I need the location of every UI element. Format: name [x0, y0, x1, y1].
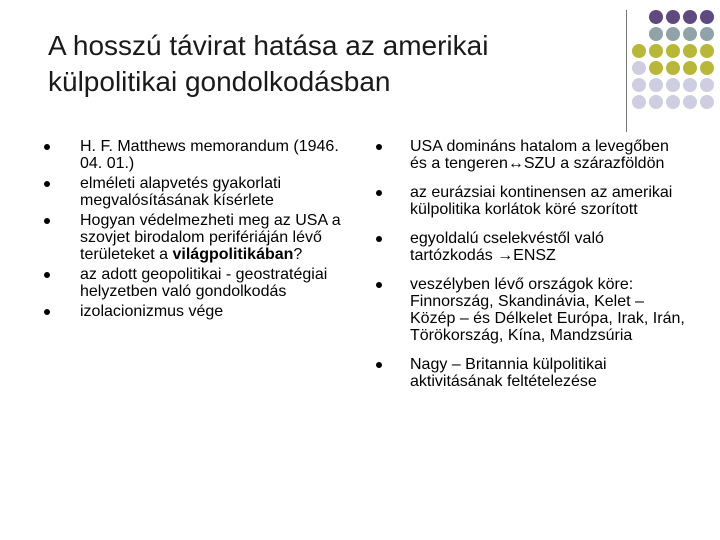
decorative-dot	[683, 61, 697, 75]
bullet-icon	[376, 236, 382, 242]
list-item: izolacionizmus vége	[40, 303, 350, 320]
bullet-icon	[44, 218, 50, 224]
decorative-dot	[683, 78, 697, 92]
decorative-dot	[666, 10, 680, 24]
decorative-dot	[649, 61, 663, 75]
bullet-icon	[44, 272, 50, 278]
decorative-dot	[666, 95, 680, 109]
list-item: USA domináns hatalom a levegőben és a tengeren↔SZU a szárazföldön	[370, 138, 685, 172]
decorative-dot	[700, 61, 714, 75]
bullet-icon	[44, 309, 50, 315]
bullet-icon	[376, 282, 382, 288]
decorative-dot	[700, 44, 714, 58]
page-title	[48, 28, 618, 100]
title-line-2: külpolitikai gondolkodásban	[48, 66, 391, 97]
decorative-dot	[666, 78, 680, 92]
decorative-dot	[632, 44, 646, 58]
decorative-dot	[683, 27, 697, 41]
decorative-dot	[649, 27, 663, 41]
right-bullet-list	[370, 138, 685, 390]
decorative-dot	[700, 10, 714, 24]
decorative-dot	[683, 95, 697, 109]
decorative-dot	[649, 78, 663, 92]
decorative-divider	[626, 10, 627, 132]
list-item: veszélyben lévő országok köre: Finnország, Skandinávia, Kelet – Közép – és Délkelet Európa, Irak, Irán, Törökország, Kína, Mandzsúria	[370, 276, 685, 344]
decorative-dot	[666, 61, 680, 75]
decorative-dot	[649, 44, 663, 58]
bullet-icon	[376, 144, 382, 150]
decorative-dot-grid	[632, 10, 714, 109]
list-item: az eurázsiai kontinensen az amerikai külpolitika korlátok köré szorított	[370, 184, 685, 218]
list-item: egyoldalú cselekvéstől való tartózkodás →ENSZ	[370, 230, 685, 264]
decorative-dot	[700, 27, 714, 41]
decorative-dot	[632, 78, 646, 92]
list-item: H. F. Matthews memorandum (1946. 04. 01.)	[40, 138, 350, 172]
title-line-1: A hosszú távirat hatása az amerikai	[48, 30, 489, 61]
bullet-icon	[44, 144, 50, 150]
decorative-dot	[649, 95, 663, 109]
left-bullet-list	[40, 138, 350, 320]
bullet-icon	[376, 362, 382, 368]
decorative-dot	[700, 95, 714, 109]
list-item: elméleti alapvetés gyakorlati megvalósításának kísérlete	[40, 175, 350, 209]
decorative-dot	[666, 27, 680, 41]
bullet-icon	[376, 190, 382, 196]
decorative-dot	[632, 61, 646, 75]
list-item: Nagy – Britannia külpolitikai aktivitásának feltételezése	[370, 356, 685, 390]
decorative-dot	[666, 44, 680, 58]
decorative-dot	[700, 78, 714, 92]
decorative-dot	[683, 10, 697, 24]
decorative-dot	[683, 44, 697, 58]
decorative-dot	[649, 10, 663, 24]
bullet-icon	[44, 181, 50, 187]
decorative-dot	[632, 95, 646, 109]
list-item: Hogyan védelmezheti meg az USA a szovjet birodalom perifériáján lévő területeket a világpolitikában?	[40, 212, 350, 263]
list-item: az adott geopolitikai - geostratégiai helyzetben való gondolkodás	[40, 266, 350, 300]
